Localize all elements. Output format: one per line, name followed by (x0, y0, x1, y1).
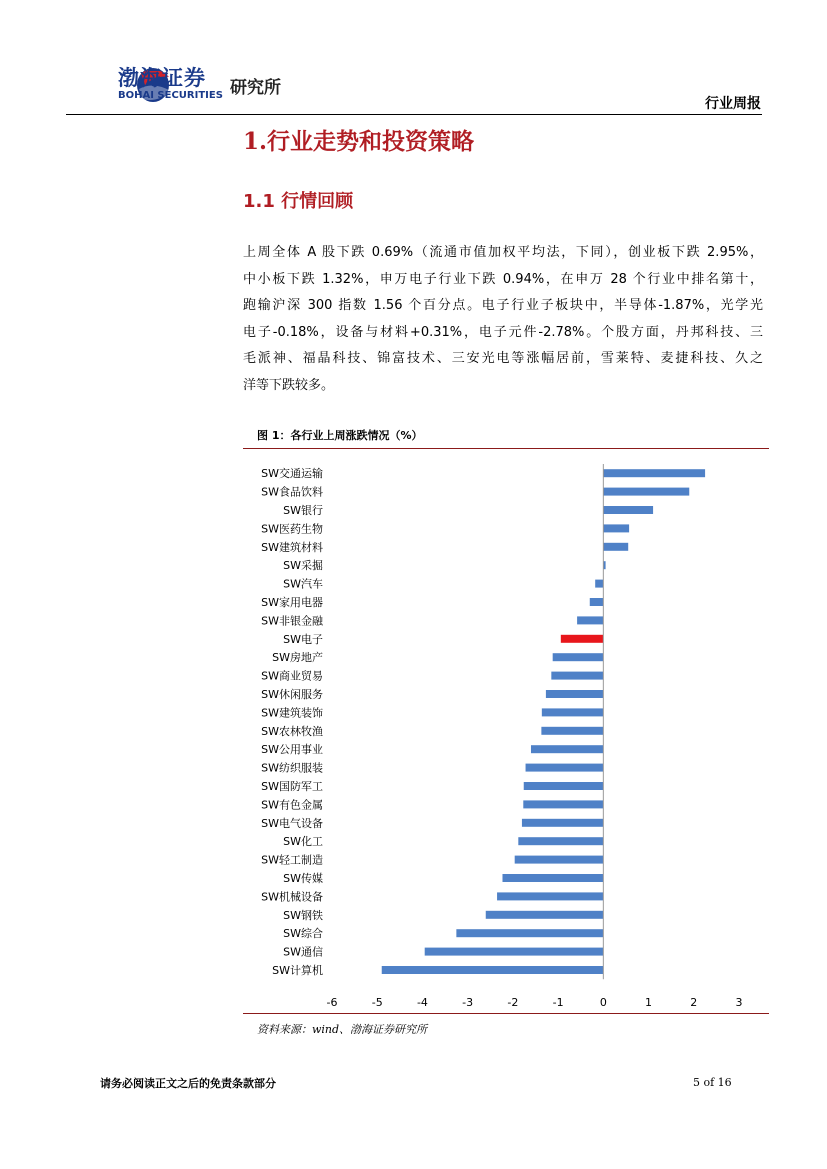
chart-bar (382, 966, 604, 974)
chart-bar (523, 800, 603, 808)
chart-category-label: SW休闲服务 (261, 688, 323, 701)
report-type-label: 行业周报 (705, 96, 761, 112)
chart-bar (497, 892, 603, 900)
chart-x-tick-label: -4 (416, 996, 428, 1007)
chart-x-tick-label: -3 (462, 996, 474, 1007)
chart-category-label: SW建筑装饰 (261, 706, 323, 720)
chart-bar (515, 856, 604, 864)
market-review-paragraph (243, 240, 763, 399)
header-divider (66, 114, 762, 115)
chart-bar (603, 506, 653, 514)
logo-brand-en: BOHAI SECURITIES (118, 90, 223, 101)
paragraph-line: 洋等下跌较多。 (243, 377, 335, 393)
chart-bar (603, 488, 689, 496)
chart-bar (546, 690, 603, 698)
paragraph-line: 跑输沪深 300 指数 1.56 个百分点。电子行业子板块中，半导体-1.87%，光学光 (243, 298, 763, 313)
chart-category-label: SW汽车 (283, 577, 323, 591)
chart-bar (590, 598, 604, 606)
chart-x-tick-label: 0 (599, 996, 607, 1007)
paragraph-line: 中小板下跌 1.32%，申万电子行业下跌 0.94%，在申万 28 个行业中排名第十， (243, 271, 763, 287)
chart-bar (456, 929, 603, 937)
chart-category-label: SW建筑材料 (261, 540, 323, 554)
paragraph-line: 毛派神、福晶科技、锦富技术、三安光电等涨幅居前，雪莱特、麦捷科技、久之 (243, 351, 763, 366)
chart-bar (502, 874, 603, 882)
figure-bottom-divider (243, 1013, 769, 1014)
chart-category-label: SW综合 (283, 927, 323, 941)
chart-bar (542, 708, 604, 716)
chart-x-tick-label: -6 (326, 996, 338, 1007)
figure-source-note: 资料来源：wind、渤海证券研究所 (257, 1023, 428, 1036)
chart-bar (425, 948, 604, 956)
chart-category-label: SW公用事业 (261, 743, 323, 757)
chart-bar (526, 764, 604, 772)
chart-category-label: SW计算机 (272, 964, 323, 977)
chart-x-tick-label: -1 (552, 996, 564, 1007)
chart-bar (541, 727, 603, 735)
chart-bar (561, 635, 604, 643)
chart-bar (531, 745, 603, 753)
chart-bar (603, 524, 629, 532)
subsection-heading: 1.1 行情回顾 (243, 191, 354, 212)
chart-category-label: SW家用电器 (261, 596, 323, 609)
chart-bar (577, 616, 603, 624)
chart-category-label: SW医药生物 (261, 522, 323, 536)
chart-category-label: SW机械设备 (261, 890, 323, 904)
chart-category-label: SW通信 (283, 945, 323, 959)
chart-category-label: SW非银金融 (261, 614, 323, 628)
page-number: 5 of 16 (693, 1076, 732, 1089)
chart-category-label: SW商业贸易 (261, 669, 323, 683)
chart-bar (486, 911, 604, 919)
chart-category-label: SW采掘 (283, 559, 323, 573)
chart-category-label: SW轻工制造 (261, 853, 323, 867)
chart-category-label: SW食品饮料 (261, 485, 323, 499)
figure-top-divider (243, 448, 769, 449)
chart-bar (522, 819, 603, 827)
chart-bar (518, 837, 603, 845)
section-heading: 1.行业走势和投资策略 (243, 128, 475, 155)
chart-x-tick-label: -2 (507, 996, 519, 1007)
logo-institute-label: 研究所 (230, 78, 281, 98)
chart-category-label: SW电子 (283, 632, 323, 646)
figure-title: 图 1：各行业上周涨跌情况（%） (257, 429, 423, 442)
chart-x-tick-label: 2 (690, 996, 698, 1007)
chart-category-label: SW交通运输 (261, 467, 323, 481)
chart-x-tick-label: -5 (371, 996, 383, 1007)
industry-change-bar-chart (243, 452, 769, 1007)
chart-category-label: SW钢铁 (283, 908, 323, 922)
chart-category-label: SW银行 (283, 504, 323, 517)
chart-bar (524, 782, 604, 790)
chart-category-label: SW纺织服装 (261, 761, 323, 775)
footer-disclaimer: 请务必阅读正文之后的免责条款部分 (100, 1077, 276, 1090)
chart-category-label: SW农林牧渔 (261, 724, 323, 738)
chart-category-label: SW化工 (283, 835, 323, 849)
chart-category-label: SW房地产 (272, 651, 323, 665)
chart-category-label: SW传媒 (283, 872, 323, 885)
chart-category-label: SW电气设备 (261, 816, 323, 830)
chart-bar (595, 580, 603, 588)
chart-category-label: SW国防军工 (261, 780, 323, 793)
chart-category-label: SW有色金属 (261, 798, 323, 812)
chart-bar (553, 653, 604, 661)
chart-bar (551, 672, 603, 680)
paragraph-line: 电子-0.18%，设备与材料+0.31%，电子元件-2.78%。个股方面，丹邦科技、三 (243, 324, 763, 340)
logo-brand-cn: 渤海证券 (118, 66, 206, 90)
chart-bar (603, 543, 628, 551)
chart-bar (603, 469, 705, 477)
chart-x-tick-label: 1 (645, 996, 653, 1007)
chart-x-tick-label: 3 (735, 996, 743, 1007)
paragraph-line: 上周全体 A 股下跌 0.69%（流通市值加权平均法，下同），创业板下跌 2.95%， (243, 245, 763, 260)
